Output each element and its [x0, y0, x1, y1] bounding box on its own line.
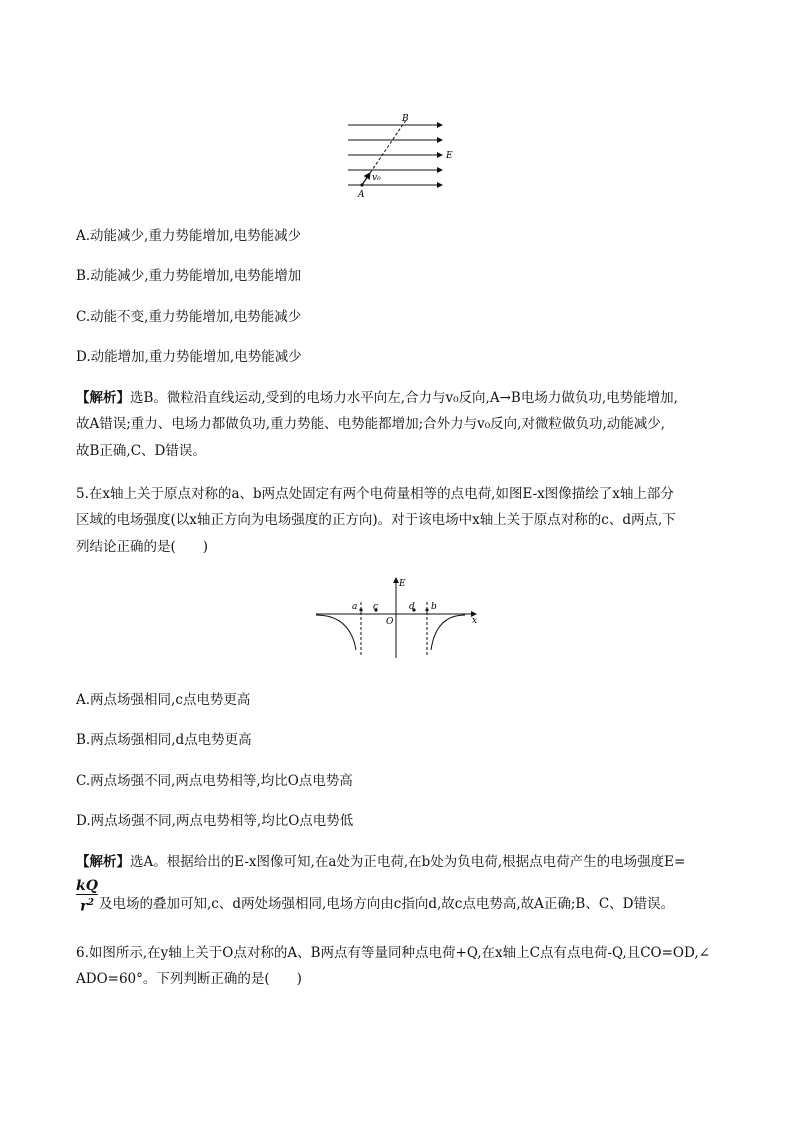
q5-stem-line3: 列结论正确的是( )	[76, 539, 209, 555]
q4-option-c: C.动能不变,重力势能增加,电势能减少	[76, 309, 302, 325]
label-d: d	[409, 602, 415, 612]
formula-fraction	[76, 879, 98, 916]
label-x: x	[472, 616, 478, 626]
fraction-denominator	[76, 895, 98, 916]
label-a: a	[352, 602, 358, 612]
fraction-exponent: 2	[87, 898, 94, 908]
q6-stem-line2: ADO=60°。下列判断正确的是( )	[76, 971, 302, 987]
analysis-text: 选B。微粒沿直线运动,受到的电场力水平向左,合力与v₀反向,A→B电场力做负功,电势能增加,	[130, 390, 678, 406]
q5-option-c: C.两点场强不同,两点电势相等,均比O点电势高	[76, 773, 353, 789]
q5-option-a: A.两点场强相同,c点电势更高	[76, 692, 251, 708]
analysis-tag: 【解析】	[76, 854, 130, 870]
label-c: c	[373, 602, 379, 612]
q5-analysis-line2: 及电场的叠加可知,c、d两处场强相同,电场方向由c指向d,故c点电势高,故A正确;B、C、D错误。	[99, 896, 675, 912]
label-a: A	[358, 190, 365, 200]
q5-option-b: B.两点场强相同,d点电势更高	[76, 732, 252, 748]
label-b: B	[402, 114, 409, 124]
label-e: E	[399, 579, 406, 589]
q6-stem-line1: 6.如图所示,在y轴上关于O点对称的A、B两点有等量同种点电荷+Q,在x轴上C点有点电荷-Q,且CO=OD,∠	[76, 945, 710, 961]
curve-left	[316, 615, 356, 650]
label-e: E	[446, 151, 453, 161]
q4-analysis-line3: 故B正确,C、D错误。	[76, 443, 206, 459]
q5-stem-line2: 区域的电场强度(以x轴正方向为电场强度的正方向)。对于该电场中x轴上关于原点对称的c、d两点,下	[76, 512, 676, 528]
fraction-base: r	[80, 898, 88, 915]
point-a	[360, 183, 363, 186]
analysis-tag: 【解析】	[76, 390, 130, 406]
label-b: b	[431, 602, 437, 612]
q5-analysis-line1	[76, 852, 685, 872]
q5-option-d: D.两点场强不同,两点电势相等,均比O点电势低	[76, 813, 354, 829]
curve-right	[431, 615, 465, 650]
label-v0: v₀	[372, 173, 381, 183]
analysis-text: 选A。根据给出的E-x图像可知,在a处为正电荷,在b处为负电荷,根据点电荷产生的电场强度E=	[130, 854, 686, 870]
q4-option-b: B.动能减少,重力势能增加,电势能增加	[76, 268, 302, 284]
label-o: O	[386, 617, 394, 627]
q5-stem-line1: 5.在x轴上关于原点对称的a、b两点处固定有两个电荷量相等的点电荷,如图E-x图像描绘了x轴上部分	[76, 486, 674, 502]
point-b	[425, 608, 428, 611]
q4-analysis-line1	[76, 388, 678, 408]
velocity-arrow	[362, 173, 370, 185]
q4-option-d: D.动能增加,重力势能增加,电势能减少	[76, 349, 302, 365]
q4-analysis-line2: 故A错误;重力、电场力都做负功,重力势能、电势能都增加;合外力与v₀反向,对微粒做负功,动能减少,	[76, 416, 666, 432]
fraction-numerator: kQ	[76, 878, 98, 894]
point-a	[359, 608, 362, 611]
q4-option-a: A.动能减少,重力势能增加,电势能减少	[76, 228, 302, 244]
e-x-graph-figure	[310, 572, 485, 662]
field-lines-figure	[338, 110, 458, 202]
